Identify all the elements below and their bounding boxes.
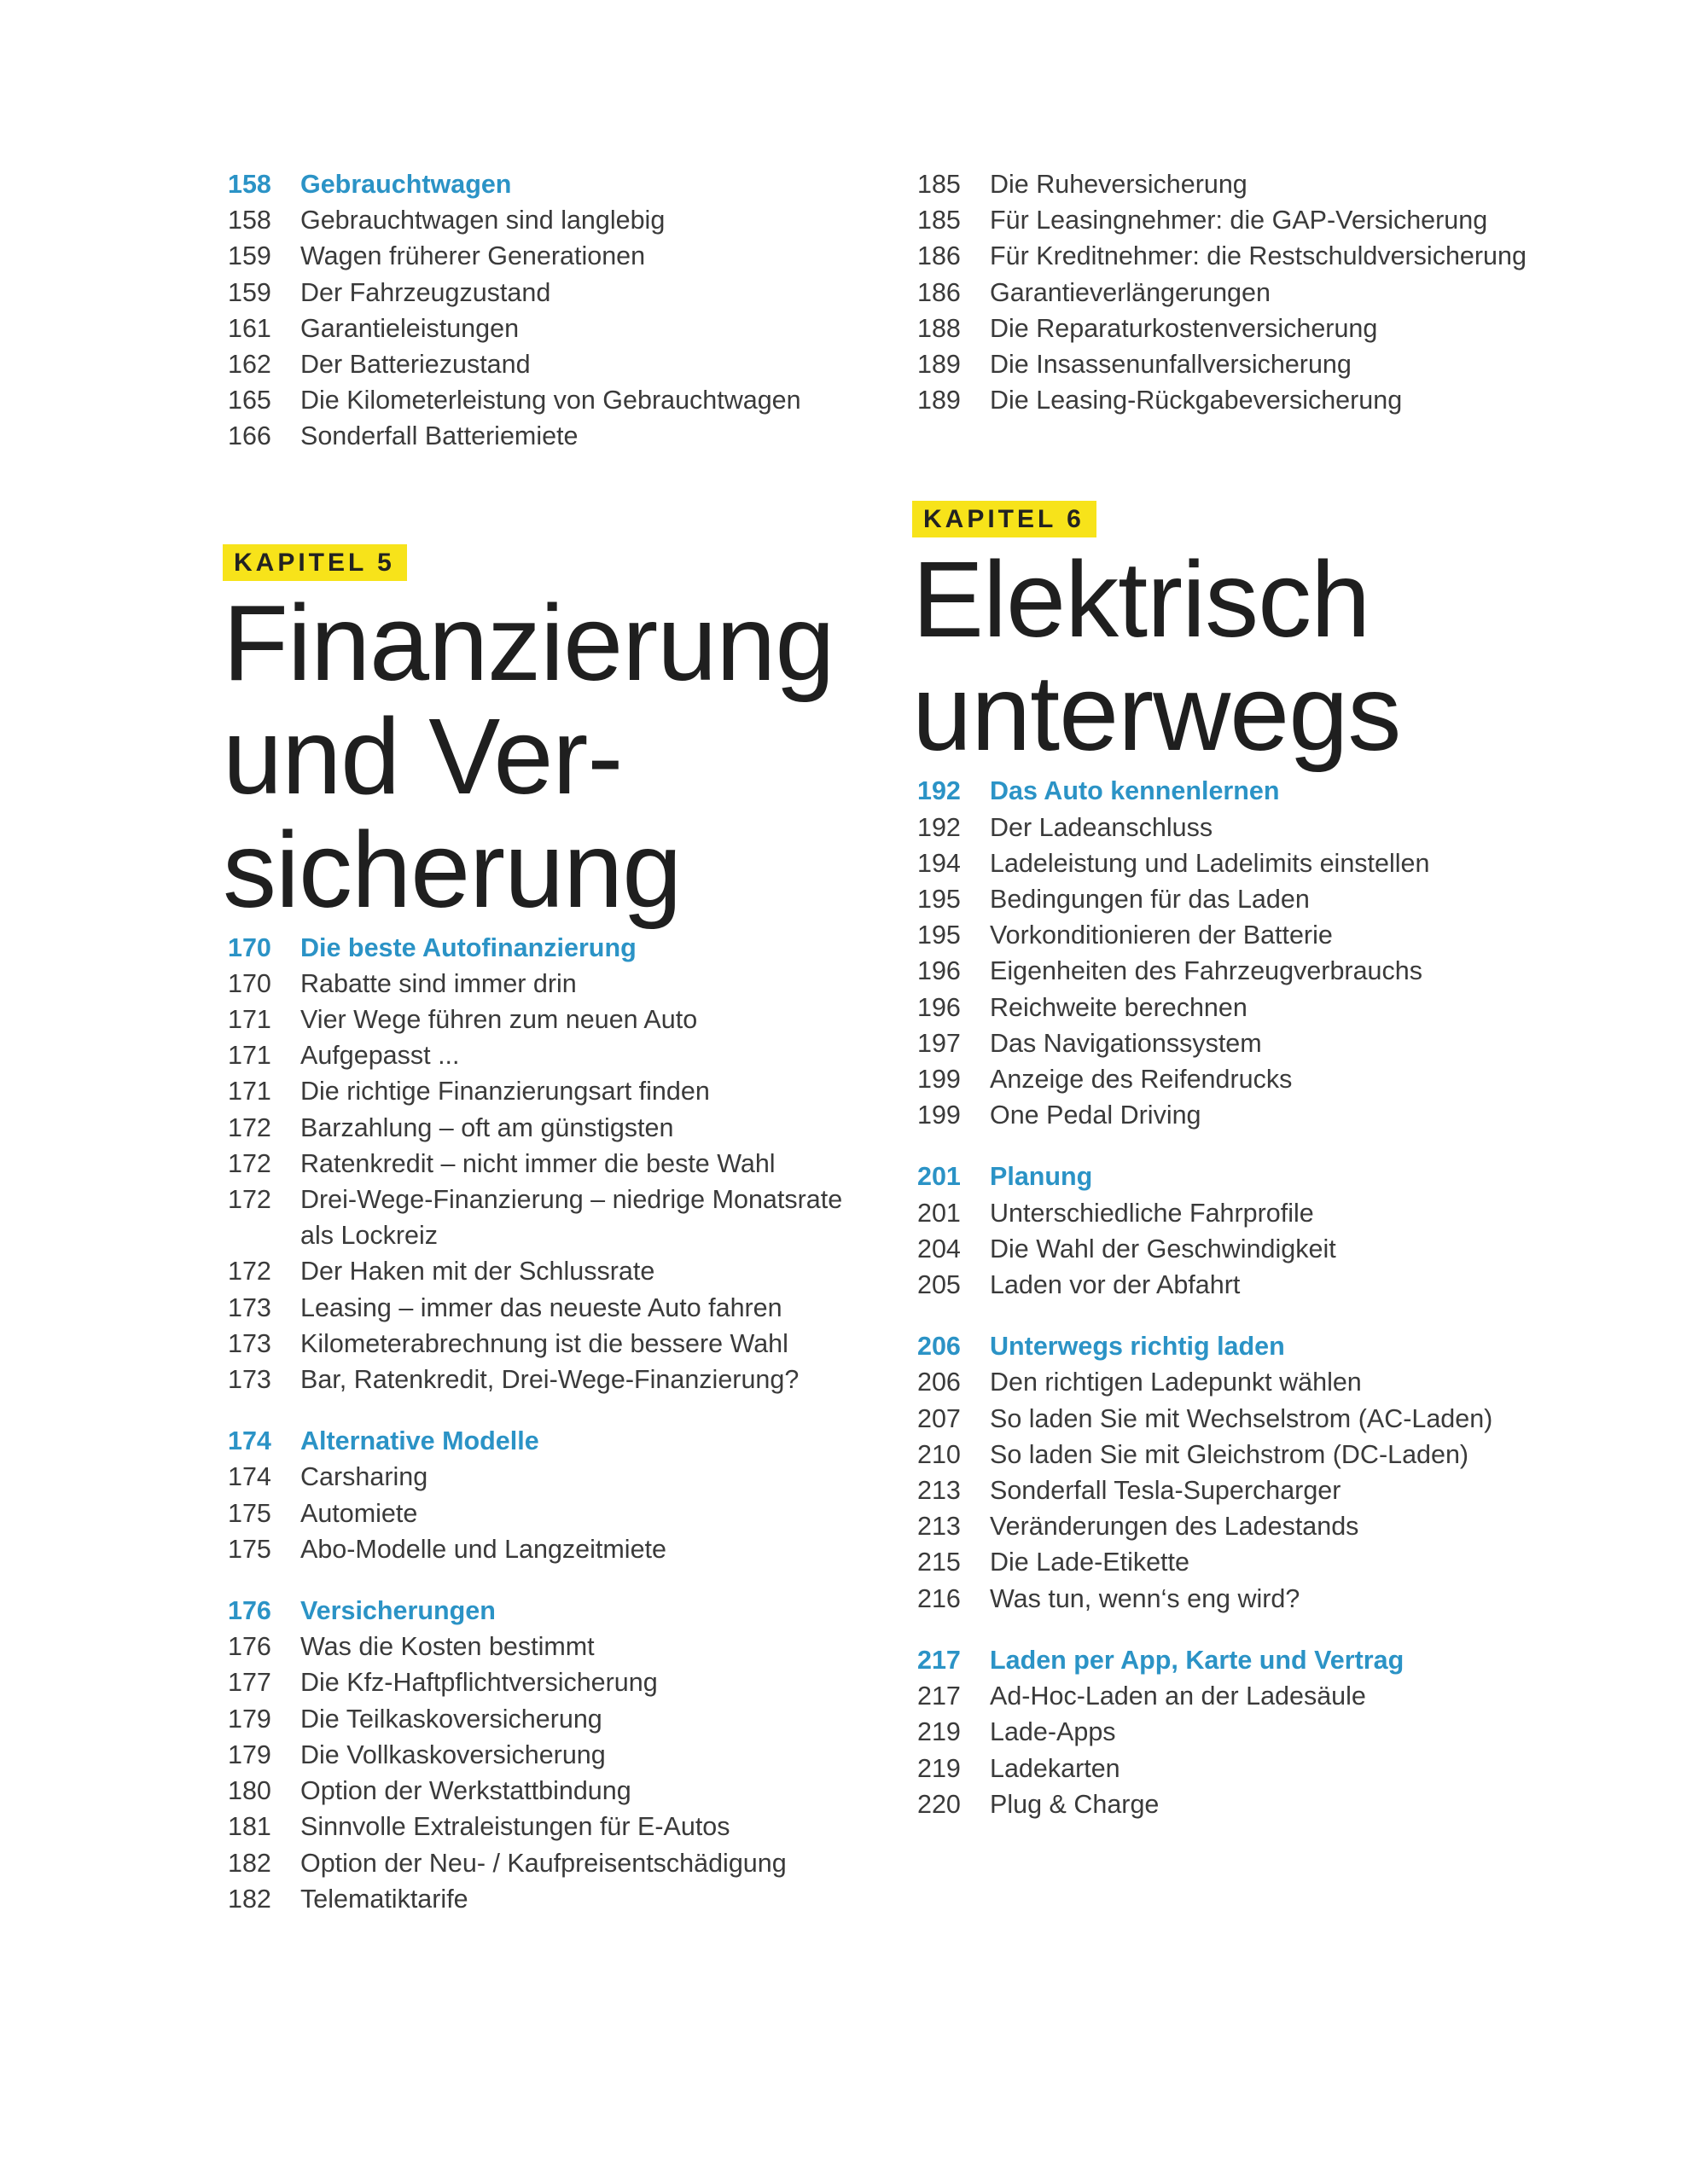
toc-entry[interactable] — [228, 1182, 893, 1217]
toc-entry-title: Alternative Modelle — [300, 1426, 539, 1456]
toc-entry-title: Den richtigen Ladepunkt wählen — [990, 1368, 1362, 1397]
toc-entry[interactable] — [917, 810, 1668, 845]
toc-page-number: 185 — [917, 206, 961, 235]
toc-block-chapter-6 — [917, 773, 1668, 1821]
toc-entry[interactable] — [917, 881, 1668, 917]
toc-section-heading[interactable] — [917, 1642, 1668, 1678]
toc-entry-title: Telematiktarife — [300, 1884, 468, 1914]
toc-entry[interactable] — [917, 275, 1668, 311]
toc-page-number: 175 — [228, 1498, 271, 1528]
toc-page-number: 213 — [917, 1476, 961, 1506]
toc-entry-title: Veränderungen des Ladestands — [990, 1512, 1359, 1542]
toc-page-number: 166 — [228, 421, 271, 451]
chapter-5-title-line: Finanzierung — [223, 582, 835, 703]
toc-block-chapter-5 — [228, 930, 893, 1917]
toc-entry-title: Ladeleistung und Ladelimits einstellen — [990, 848, 1430, 878]
toc-entry[interactable] — [228, 238, 893, 274]
toc-page-number: 172 — [228, 1185, 271, 1215]
toc-page-number: 171 — [228, 1041, 271, 1071]
toc-entry-title: Sonderfall Batteriemiete — [300, 421, 579, 451]
toc-page-number: 181 — [228, 1812, 271, 1842]
toc-entry-title: Der Batteriezustand — [300, 350, 531, 380]
toc-page-number: 210 — [917, 1439, 961, 1469]
toc-entry[interactable] — [228, 1037, 893, 1073]
toc-entry-title: Drei-Wege-Finanzierung – niedrige Monatsrate — [300, 1185, 843, 1215]
toc-page-number: 220 — [917, 1789, 961, 1819]
toc-page-number: 217 — [917, 1645, 961, 1675]
toc-entry[interactable] — [917, 1714, 1668, 1750]
toc-entry-title: Option der Neu- / Kaufpreisentschädigung — [300, 1848, 787, 1878]
toc-entry-title: Eigenheiten des Fahrzeugverbrauchs — [990, 956, 1422, 986]
toc-entry[interactable] — [917, 346, 1668, 382]
toc-entry-title: Aufgepasst ... — [300, 1041, 460, 1071]
toc-section-heading[interactable] — [917, 1159, 1668, 1194]
toc-entry[interactable] — [228, 1326, 893, 1362]
toc-page-number: 173 — [228, 1328, 271, 1358]
toc-entry-title: Die beste Autofinanzierung — [300, 932, 637, 962]
toc-entry[interactable] — [228, 1737, 893, 1773]
toc-entry[interactable] — [917, 1472, 1668, 1508]
toc-page-number: 201 — [917, 1198, 961, 1228]
toc-entry-title: Was tun, wenn‘s eng wird? — [990, 1583, 1300, 1613]
toc-page-number: 170 — [228, 932, 271, 962]
toc-section-heading[interactable] — [917, 1328, 1668, 1364]
toc-entry[interactable] — [228, 1073, 893, 1109]
toc-entry[interactable] — [917, 953, 1668, 989]
toc-entry-title: Die Teilkaskoversicherung — [300, 1704, 602, 1734]
toc-entry[interactable] — [917, 1061, 1668, 1097]
toc-entry-title: Rabatte sind immer drin — [300, 968, 577, 998]
toc-entry-title: Gebrauchtwagen sind langlebig — [300, 206, 666, 235]
toc-entry[interactable] — [917, 1097, 1668, 1133]
toc-entry[interactable] — [228, 1809, 893, 1844]
toc-page-number: 195 — [917, 885, 961, 915]
toc-entry-title: Laden per App, Karte und Vertrag — [990, 1645, 1404, 1675]
toc-entry-title: Die Kfz-Haftpflichtversicherung — [300, 1668, 658, 1698]
toc-page-number: 159 — [228, 241, 271, 271]
toc-entry-title: Die richtige Finanzierungsart finden — [300, 1077, 710, 1107]
toc-page-number: 199 — [917, 1101, 961, 1130]
toc-page-number: 177 — [228, 1668, 271, 1698]
toc-entry-title: Bedingungen für das Laden — [990, 885, 1310, 915]
toc-entry[interactable] — [228, 202, 893, 238]
left-column — [223, 166, 893, 1917]
toc-page-number: 162 — [228, 350, 271, 380]
toc-entry-title: Versicherungen — [300, 1596, 496, 1626]
toc-page-number: 196 — [917, 956, 961, 986]
section-gap — [917, 1133, 1668, 1159]
toc-page-number: 215 — [917, 1548, 961, 1577]
toc-entry-title: Garantieverlängerungen — [990, 277, 1271, 307]
toc-entry-title: Die Leasing-Rückgabeversicherung — [990, 386, 1403, 415]
toc-entry[interactable] — [917, 1581, 1668, 1617]
toc-page-number: 186 — [917, 241, 961, 271]
toc-entry[interactable] — [228, 1290, 893, 1326]
toc-entry[interactable] — [228, 1217, 893, 1253]
toc-page-number: 182 — [228, 1848, 271, 1878]
toc-page-number: 172 — [228, 1257, 271, 1287]
toc-entry-title: Abo-Modelle und Langzeitmiete — [300, 1534, 666, 1564]
toc-page-number: 206 — [917, 1368, 961, 1397]
toc-entry[interactable] — [228, 1773, 893, 1809]
toc-page-number: 171 — [228, 1005, 271, 1035]
toc-entry[interactable] — [228, 1701, 893, 1737]
toc-entry[interactable] — [917, 1364, 1668, 1400]
section-gap — [917, 1617, 1668, 1642]
toc-entry[interactable] — [917, 1751, 1668, 1786]
toc-entry-title: Das Navigationssystem — [990, 1028, 1262, 1058]
toc-page-number: 196 — [917, 992, 961, 1022]
toc-page-number: 206 — [917, 1332, 961, 1362]
toc-entry-title: Carsharing — [300, 1462, 428, 1492]
section-gap — [228, 1397, 893, 1423]
toc-entry-title: Ad-Hoc-Laden an der Ladesäule — [990, 1682, 1366, 1711]
toc-entry[interactable] — [228, 311, 893, 346]
toc-page-number: 180 — [228, 1776, 271, 1806]
toc-entry-title: Bar, Ratenkredit, Drei-Wege-Finanzierung? — [300, 1365, 800, 1395]
toc-page-number: 174 — [228, 1426, 271, 1456]
toc-page-number: 207 — [917, 1403, 961, 1433]
toc-entry[interactable] — [917, 1231, 1668, 1267]
toc-entry-title: Das Auto kennenlernen — [990, 776, 1280, 806]
toc-entry[interactable] — [228, 1496, 893, 1531]
toc-page-number: 199 — [917, 1065, 961, 1095]
toc-page-number: 205 — [917, 1270, 961, 1300]
toc-entry[interactable] — [917, 990, 1668, 1025]
toc-entry-title: Die Kilometerleistung von Gebrauchtwagen — [300, 386, 801, 415]
toc-entry-title: Der Haken mit der Schlussrate — [300, 1257, 655, 1287]
toc-page-number: 216 — [917, 1583, 961, 1613]
toc-page-number: 213 — [917, 1512, 961, 1542]
toc-entry[interactable] — [228, 1629, 893, 1664]
toc-page-number: 186 — [917, 277, 961, 307]
toc-page-number: 159 — [228, 277, 271, 307]
toc-entry[interactable] — [228, 1253, 893, 1289]
toc-page-number: 219 — [917, 1753, 961, 1783]
toc-entry[interactable] — [228, 1110, 893, 1146]
toc-page-number: 179 — [228, 1704, 271, 1734]
toc-entry-title: Die Vollkaskoversicherung — [300, 1740, 606, 1769]
chapter-6-header — [912, 501, 1668, 774]
toc-entry-title: Ladekarten — [990, 1753, 1120, 1783]
chapter-6-label: KAPITEL 6 — [912, 501, 1096, 537]
toc-block-top-left — [228, 166, 893, 455]
toc-entry-title: Unterwegs richtig laden — [990, 1332, 1285, 1362]
toc-page-number: 219 — [917, 1717, 961, 1747]
toc-entry[interactable] — [917, 845, 1668, 881]
toc-entry-title: Unterschiedliche Fahrprofile — [990, 1198, 1314, 1228]
toc-entry-title: Sonderfall Tesla-Supercharger — [990, 1476, 1341, 1506]
toc-page-number: 161 — [228, 313, 271, 343]
toc-entry-title: So laden Sie mit Wechselstrom (AC-Laden) — [990, 1403, 1493, 1433]
toc-page-number: 170 — [228, 968, 271, 998]
chapter-6-title — [912, 539, 1668, 774]
toc-page-number: 173 — [228, 1292, 271, 1322]
toc-entry[interactable] — [917, 1437, 1668, 1472]
toc-entry[interactable] — [228, 1531, 893, 1567]
toc-section-heading[interactable] — [228, 930, 893, 966]
toc-entry[interactable] — [917, 1025, 1668, 1061]
toc-entry-title: Die Ruheversicherung — [990, 170, 1247, 199]
toc-entry-title: Barzahlung – oft am günstigsten — [300, 1112, 674, 1142]
toc-entry-title: Was die Kosten bestimmt — [300, 1632, 595, 1662]
toc-entry-title: Wagen früherer Generationen — [300, 241, 646, 271]
toc-entry[interactable] — [917, 1401, 1668, 1437]
toc-page-number: 158 — [228, 206, 271, 235]
toc-entry[interactable] — [228, 1845, 893, 1881]
toc-entry[interactable] — [917, 238, 1668, 274]
toc-page-number: 192 — [917, 812, 961, 842]
toc-page-number: 195 — [917, 921, 961, 950]
toc-page-number — [228, 1217, 300, 1253]
section-gap — [917, 1303, 1668, 1328]
chapter-6-title-line: Elektrisch — [912, 539, 1370, 660]
chapter-5-header — [223, 544, 893, 930]
toc-page-number: 204 — [917, 1234, 961, 1263]
toc-section-heading[interactable] — [917, 773, 1668, 809]
toc-entry-title: Kilometerabrechnung ist die bessere Wahl — [300, 1328, 788, 1358]
toc-entry-title: Der Fahrzeugzustand — [300, 277, 551, 307]
chapter-5-title — [223, 582, 893, 930]
toc-entry[interactable] — [917, 1508, 1668, 1544]
toc-entry-title: Der Ladeanschluss — [990, 812, 1213, 842]
toc-entry-title: Planung — [990, 1162, 1093, 1192]
toc-entry-title: One Pedal Driving — [990, 1101, 1201, 1130]
toc-entry-title: Plug & Charge — [990, 1789, 1160, 1819]
toc-entry[interactable] — [228, 418, 893, 454]
toc-page-number: 201 — [917, 1162, 961, 1192]
toc-entry[interactable] — [917, 382, 1668, 418]
toc-entry-title: Die Reparaturkostenversicherung — [990, 313, 1378, 343]
toc-page-number: 165 — [228, 386, 271, 415]
toc-entry-title: als Lockreiz — [300, 1221, 439, 1251]
toc-entry-title: Lade-Apps — [990, 1717, 1116, 1747]
toc-page-number: 189 — [917, 386, 961, 415]
toc-entry-title: Leasing – immer das neueste Auto fahren — [300, 1292, 782, 1322]
toc-block-top-right — [917, 166, 1668, 418]
toc-entry[interactable] — [228, 1362, 893, 1397]
toc-entry-title: Die Wahl der Geschwindigkeit — [990, 1234, 1336, 1263]
toc-page-number: 176 — [228, 1632, 271, 1662]
toc-entry-title: Vier Wege führen zum neuen Auto — [300, 1005, 698, 1035]
toc-entry-title: Reichweite berechnen — [990, 992, 1247, 1022]
toc-entry[interactable] — [228, 1002, 893, 1037]
toc-page-number: 175 — [228, 1534, 271, 1564]
chapter-6-title-line: unterwegs — [912, 653, 1401, 774]
toc-entry-title: Gebrauchtwagen — [300, 170, 512, 199]
toc-entry[interactable] — [917, 311, 1668, 346]
toc-entry[interactable] — [917, 1267, 1668, 1303]
toc-entry-title: Garantieleistungen — [300, 313, 520, 343]
toc-entry-title: Automiete — [300, 1498, 418, 1528]
toc-page-number: 179 — [228, 1740, 271, 1769]
toc-entry-title: Option der Werkstattbindung — [300, 1776, 631, 1806]
toc-entry-title: Für Leasingnehmer: die GAP-Versicherung — [990, 206, 1488, 235]
toc-section-heading[interactable] — [228, 1423, 893, 1459]
toc-entry[interactable] — [228, 346, 893, 382]
toc-entry-title: Die Insassenunfallversicherung — [990, 350, 1352, 380]
toc-page-number: 174 — [228, 1462, 271, 1492]
toc-entry[interactable] — [917, 202, 1668, 238]
toc-page-number: 185 — [917, 170, 961, 199]
toc-entry[interactable] — [228, 1459, 893, 1495]
right-column — [912, 166, 1668, 1822]
toc-page-number: 188 — [917, 313, 961, 343]
toc-section-heading[interactable] — [228, 1593, 893, 1629]
chapter-5-title-line: sicherung — [223, 809, 682, 930]
toc-entry-title: Ratenkredit – nicht immer die beste Wahl — [300, 1148, 776, 1178]
toc-entry-title: Anzeige des Reifendrucks — [990, 1065, 1293, 1095]
toc-page-number: 172 — [228, 1112, 271, 1142]
toc-page-number: 182 — [228, 1884, 271, 1914]
toc-entry[interactable] — [917, 1544, 1668, 1580]
toc-page-number: 173 — [228, 1365, 271, 1395]
toc-page-number: 171 — [228, 1077, 271, 1107]
toc-entry-title: So laden Sie mit Gleichstrom (DC-Laden) — [990, 1439, 1469, 1469]
chapter-5-label: KAPITEL 5 — [223, 544, 407, 581]
toc-entry[interactable] — [228, 1146, 893, 1182]
toc-page-number: 192 — [917, 776, 961, 806]
toc-entry-title: Die Lade-Etikette — [990, 1548, 1189, 1577]
toc-entry[interactable] — [228, 1664, 893, 1700]
toc-section-heading[interactable] — [228, 166, 893, 202]
toc-entry[interactable] — [228, 966, 893, 1002]
toc-page-number: 176 — [228, 1596, 271, 1626]
toc-entry[interactable] — [228, 382, 893, 418]
toc-page-number: 194 — [917, 848, 961, 878]
toc-entry-title: Sinnvolle Extraleistungen für E-Autos — [300, 1812, 730, 1842]
toc-page-number: 172 — [228, 1148, 271, 1178]
toc-entry-title: Vorkonditionieren der Batterie — [990, 921, 1333, 950]
section-gap — [228, 1567, 893, 1593]
toc-entry[interactable] — [917, 1786, 1668, 1822]
toc-entry-title: Für Kreditnehmer: die Restschuldversicherung — [990, 241, 1527, 271]
toc-page-number: 189 — [917, 350, 961, 380]
chapter-5-title-line: und Ver- — [223, 695, 623, 816]
toc-entry[interactable] — [228, 1881, 893, 1917]
toc-entry[interactable] — [917, 1678, 1668, 1714]
toc-entry[interactable] — [917, 1195, 1668, 1231]
toc-page-number: 158 — [228, 170, 271, 199]
toc-entry[interactable] — [228, 275, 893, 311]
toc-page-number: 217 — [917, 1682, 961, 1711]
toc-entry[interactable] — [917, 917, 1668, 953]
toc-entry-title: Laden vor der Abfahrt — [990, 1270, 1241, 1300]
toc-entry[interactable] — [917, 166, 1668, 202]
toc-page-number: 197 — [917, 1028, 961, 1058]
